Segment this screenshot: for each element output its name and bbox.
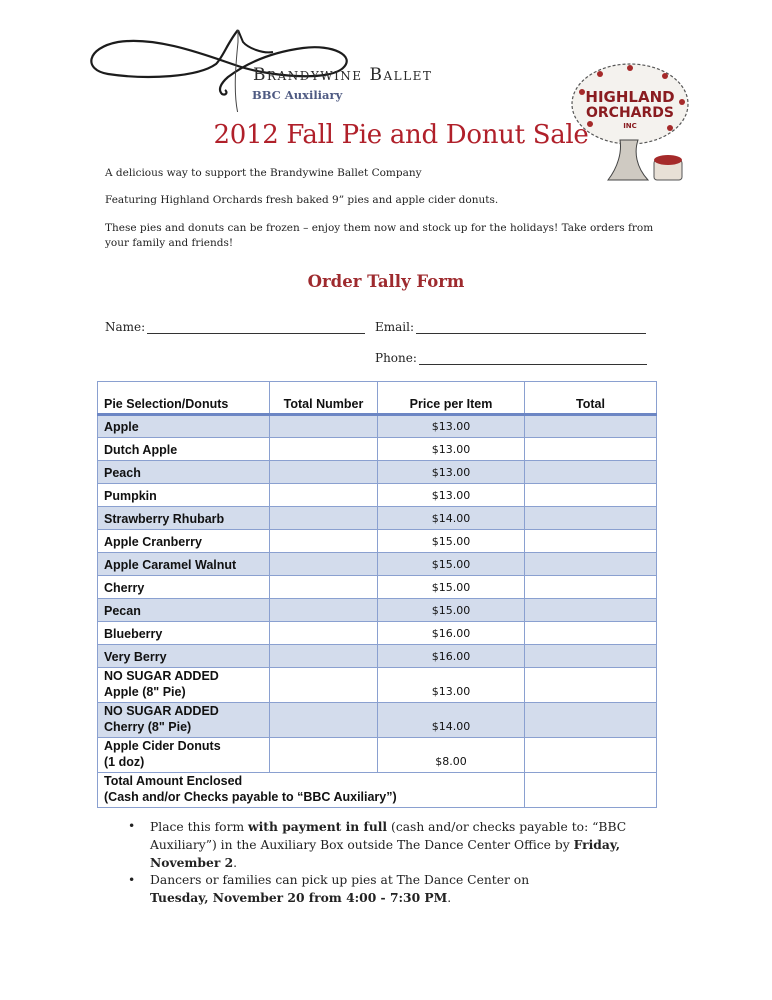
item-name-line1: Apple Cider Donuts	[104, 739, 221, 753]
instruction-item	[128, 818, 648, 872]
phone-input-line[interactable]	[419, 352, 647, 365]
price-cell: $8.00	[378, 738, 525, 773]
price-cell: $15.00	[378, 576, 525, 599]
table-header-row	[98, 382, 657, 415]
brandywine-ballet-logo	[88, 22, 468, 112]
table-row	[98, 703, 657, 738]
quantity-cell[interactable]	[270, 622, 378, 645]
email-label: Email:	[375, 320, 415, 334]
item-name: Very Berry	[98, 645, 270, 668]
total-cell[interactable]	[525, 622, 657, 645]
intro-line-2: Featuring Highland Orchards fresh baked 9” pies and apple cider donuts.	[105, 194, 499, 206]
total-cell[interactable]	[525, 553, 657, 576]
quantity-cell[interactable]	[270, 668, 378, 703]
total-cell[interactable]	[525, 645, 657, 668]
name-label: Name:	[105, 320, 146, 334]
price-cell: $13.00	[378, 461, 525, 484]
column-header-item: Pie Selection/Donuts	[98, 382, 270, 415]
total-cell[interactable]	[525, 738, 657, 773]
quantity-cell[interactable]	[270, 576, 378, 599]
intro-line-3: These pies and donuts can be frozen – enjoy them now and stock up for the holidays! Take orders from your family and friends!	[105, 222, 654, 249]
price-cell: $13.00	[378, 668, 525, 703]
total-label-line1: Total Amount Enclosed	[104, 774, 243, 788]
bullet-icon: •	[128, 819, 136, 833]
table-row	[98, 738, 657, 773]
table-row	[98, 668, 657, 703]
name-input-line[interactable]	[147, 321, 365, 334]
quantity-cell[interactable]	[270, 553, 378, 576]
item-name	[98, 668, 270, 703]
email-field[interactable]	[375, 320, 646, 334]
table-row	[98, 599, 657, 622]
total-cell[interactable]	[525, 576, 657, 599]
item-name: Cherry	[98, 576, 270, 599]
partner-name-line3: INC	[623, 122, 637, 130]
item-name-line1: NO SUGAR ADDED	[104, 669, 219, 683]
table-row	[98, 461, 657, 484]
total-cell[interactable]	[525, 668, 657, 703]
item-name: Apple Caramel Walnut	[98, 553, 270, 576]
intro-line-1: A delicious way to support the Brandywine Ballet Company	[105, 167, 422, 179]
quantity-cell[interactable]	[270, 738, 378, 773]
item-name	[98, 738, 270, 773]
quantity-cell[interactable]	[270, 703, 378, 738]
table-row	[98, 415, 657, 438]
price-cell: $15.00	[378, 530, 525, 553]
item-name: Pumpkin	[98, 484, 270, 507]
price-cell: $14.00	[378, 507, 525, 530]
item-name-line2: Apple (8" Pie)	[104, 685, 186, 699]
deadline-date: Friday, November 2	[150, 837, 621, 870]
total-label-line2: (Cash and/or Checks payable to “BBC Auxiliary”)	[104, 790, 397, 804]
quantity-cell[interactable]	[270, 507, 378, 530]
instruction-text: Place this form	[150, 820, 249, 834]
pickup-date: Tuesday, November 20 from 4:00 - 7:30 PM	[150, 890, 448, 905]
quantity-cell[interactable]	[270, 461, 378, 484]
quantity-cell[interactable]	[270, 484, 378, 507]
table-row	[98, 484, 657, 507]
total-cell[interactable]	[525, 438, 657, 461]
phone-field[interactable]	[375, 351, 647, 365]
item-name: Dutch Apple	[98, 438, 270, 461]
price-cell: $13.00	[378, 438, 525, 461]
price-cell: $15.00	[378, 553, 525, 576]
email-input-line[interactable]	[416, 321, 646, 334]
column-header-total-number: Total Number	[270, 382, 378, 415]
org-sub-name: BBC Auxiliary	[252, 88, 343, 102]
table-row	[98, 530, 657, 553]
instruction-item	[128, 872, 648, 907]
name-field[interactable]	[105, 320, 365, 334]
item-name: Apple	[98, 415, 270, 438]
instruction-text: .	[447, 891, 452, 905]
bullet-icon: •	[128, 873, 136, 887]
column-header-total: Total	[525, 382, 657, 415]
grand-total-cell[interactable]	[525, 773, 657, 808]
total-cell[interactable]	[525, 461, 657, 484]
instructions-list	[128, 818, 648, 907]
table-row	[98, 507, 657, 530]
table-row	[98, 645, 657, 668]
item-name: Strawberry Rhubarb	[98, 507, 270, 530]
table-row	[98, 553, 657, 576]
form-subtitle: Order Tally Form	[307, 272, 465, 291]
item-name	[98, 703, 270, 738]
total-amount-label	[98, 773, 525, 808]
total-cell[interactable]	[525, 599, 657, 622]
quantity-cell[interactable]	[270, 645, 378, 668]
quantity-cell[interactable]	[270, 438, 378, 461]
item-name: Pecan	[98, 599, 270, 622]
price-cell: $13.00	[378, 415, 525, 438]
order-tally-table	[97, 381, 657, 808]
partner-name-line2: ORCHARDS	[586, 105, 674, 121]
table-row	[98, 438, 657, 461]
quantity-cell[interactable]	[270, 530, 378, 553]
price-cell: $15.00	[378, 599, 525, 622]
item-name-line1: NO SUGAR ADDED	[104, 704, 219, 718]
total-cell[interactable]	[525, 484, 657, 507]
item-name-line2: Cherry (8" Pie)	[104, 720, 192, 734]
column-header-price: Price per Item	[378, 382, 525, 415]
total-cell[interactable]	[525, 530, 657, 553]
instruction-text: (cash and/or checks payable to: “BBC Auxiliary”) in the Auxiliary Box outside The Dance Center Office by	[150, 820, 627, 852]
price-cell: $14.00	[378, 703, 525, 738]
total-cell[interactable]	[525, 703, 657, 738]
instruction-emphasis: with payment in full	[248, 819, 388, 834]
quantity-cell[interactable]	[270, 599, 378, 622]
total-cell[interactable]	[525, 415, 657, 438]
quantity-cell[interactable]	[270, 415, 378, 438]
instruction-text: .	[233, 856, 238, 870]
org-name: Brandywine Ballet	[253, 65, 433, 85]
page-title: 2012 Fall Pie and Donut Sale	[213, 120, 589, 150]
table-row	[98, 576, 657, 599]
price-cell: $16.00	[378, 645, 525, 668]
instruction-text: Dancers or families can pick up pies at The Dance Center on	[150, 873, 530, 887]
price-cell: $13.00	[378, 484, 525, 507]
item-name: Peach	[98, 461, 270, 484]
total-cell[interactable]	[525, 507, 657, 530]
item-name-line2: (1 doz)	[104, 755, 145, 769]
price-cell: $16.00	[378, 622, 525, 645]
item-name: Blueberry	[98, 622, 270, 645]
phone-label: Phone:	[375, 351, 417, 365]
table-row	[98, 622, 657, 645]
partner-name-line1: HIGHLAND	[585, 88, 675, 106]
item-name: Apple Cranberry	[98, 530, 270, 553]
total-row	[98, 773, 657, 808]
